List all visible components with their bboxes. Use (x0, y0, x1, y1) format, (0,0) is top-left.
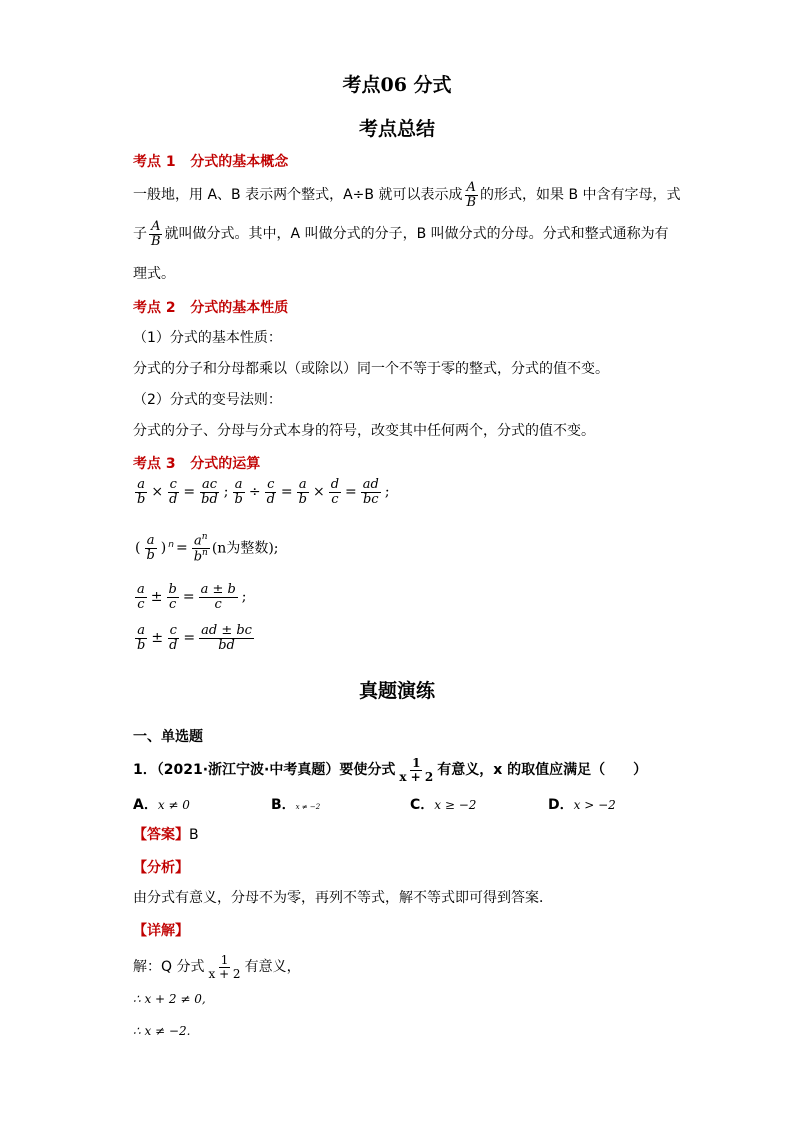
point2-sub2: （2）分式的变号法则： (133, 392, 282, 408)
point1-heading (133, 151, 288, 171)
detail-line-1: 解：Q 分式 $\frac{1}{x + 2}$ 有意义， (133, 953, 301, 981)
analysis-text: 由分式有意义，分母不为零，再列不等式，解不等式即可得到答案． (133, 890, 553, 906)
question-1-suffix: 有意义，x 的取值应满足（ ） (437, 762, 648, 779)
point1-line2: 子 $\frac{A}{B}$ 就叫做分式。其中，A 叫做分式的分子，B 叫做分式的分母。分式和整式通称为有 (133, 219, 669, 249)
power-note: (n为整数); (211, 540, 279, 557)
point1-line1-text-a: 一般地，用 A、B 表示两个整式，A÷B 就可以表示成 (133, 187, 463, 204)
question-1-fraction: $\frac{1}{x + 2}$ (399, 756, 434, 784)
point2-text2: 分式的分子、分母与分式本身的符号，改变其中任何两个，分式的值不变。 (133, 423, 595, 439)
summary-heading: 考点总结 (358, 118, 435, 140)
option-a[interactable]: A．x ≠ 0 (133, 797, 190, 813)
practice-heading: 真题演练 (358, 680, 435, 702)
point1-line1 (133, 181, 681, 209)
point2-text1: 分式的分子和分母都乘以（或除以）同一个不等于零的整式，分式的值不变。 (133, 361, 609, 377)
section-single-choice: 一、单选题 (133, 729, 203, 745)
option-b[interactable]: B．x ≠ −2 (271, 797, 321, 813)
fraction-a-over-b-2: $\frac{A}{B}$ (151, 219, 161, 249)
formula-same-denominator: $\frac{a}{c}$ ± $\frac{b}{c}$ = $\frac{a \pm b}{c}$ ; (137, 582, 247, 612)
detail-fraction: $\frac{1}{x + 2}$ (208, 953, 241, 981)
question-1-prefix: 1．（2021·浙江宁波·中考真题）要使分式 (133, 762, 396, 779)
formula-multiply-divide: $\frac{a}{b}$ × $\frac{c}{d}$ = $\frac{ac}{bd}$ ; $\frac{a}{b}$ ÷ $\frac{c}{d}$ = $\frac{a}{b}$ × $\frac{d}{c}$ = $\frac{ad}{bc}$ ; (137, 477, 390, 507)
point1-line3: 理式。 (133, 266, 175, 282)
document-title: 考点06 分式 (342, 74, 452, 96)
point1-line1-text-b: 的形式，如果 B 中含有字母，式 (480, 187, 681, 204)
option-d[interactable]: D．x > −2 (548, 797, 616, 813)
option-c[interactable]: C．x ≥ −2 (410, 797, 477, 813)
answer-tag: 【答案】 (133, 827, 189, 843)
detail-line-2: ∴ x + 2 ≠ 0, (133, 992, 206, 1006)
answer-line (133, 825, 199, 845)
point1-title: 分式的基本概念 (190, 154, 289, 170)
answer-value: B (189, 827, 199, 843)
point2-sub1: （1）分式的基本性质： (133, 330, 282, 346)
formula-power: ( $\frac{a}{b}$ ) $^n$ = $\frac{a^n}{b^n}$ (n为整数); (135, 532, 279, 565)
detail-line-3: ∴ x ≠ −2. (133, 1024, 191, 1038)
question-1 (133, 757, 647, 783)
detail-tag: 【详解】 (133, 923, 189, 939)
point3-heading: 考点 3 分式的运算 (133, 456, 261, 472)
formula-different-denominator: $\frac{a}{b}$ ± $\frac{c}{d}$ = $\frac{ad \pm bc}{bd}$ (137, 623, 252, 653)
point2-heading: 考点 2 分式的基本性质 (133, 300, 289, 316)
fraction-a-over-b: $\frac{A}{B}$ (466, 180, 477, 210)
point1-label: 考点 1 (133, 154, 176, 170)
analysis-tag: 【分析】 (133, 860, 189, 876)
